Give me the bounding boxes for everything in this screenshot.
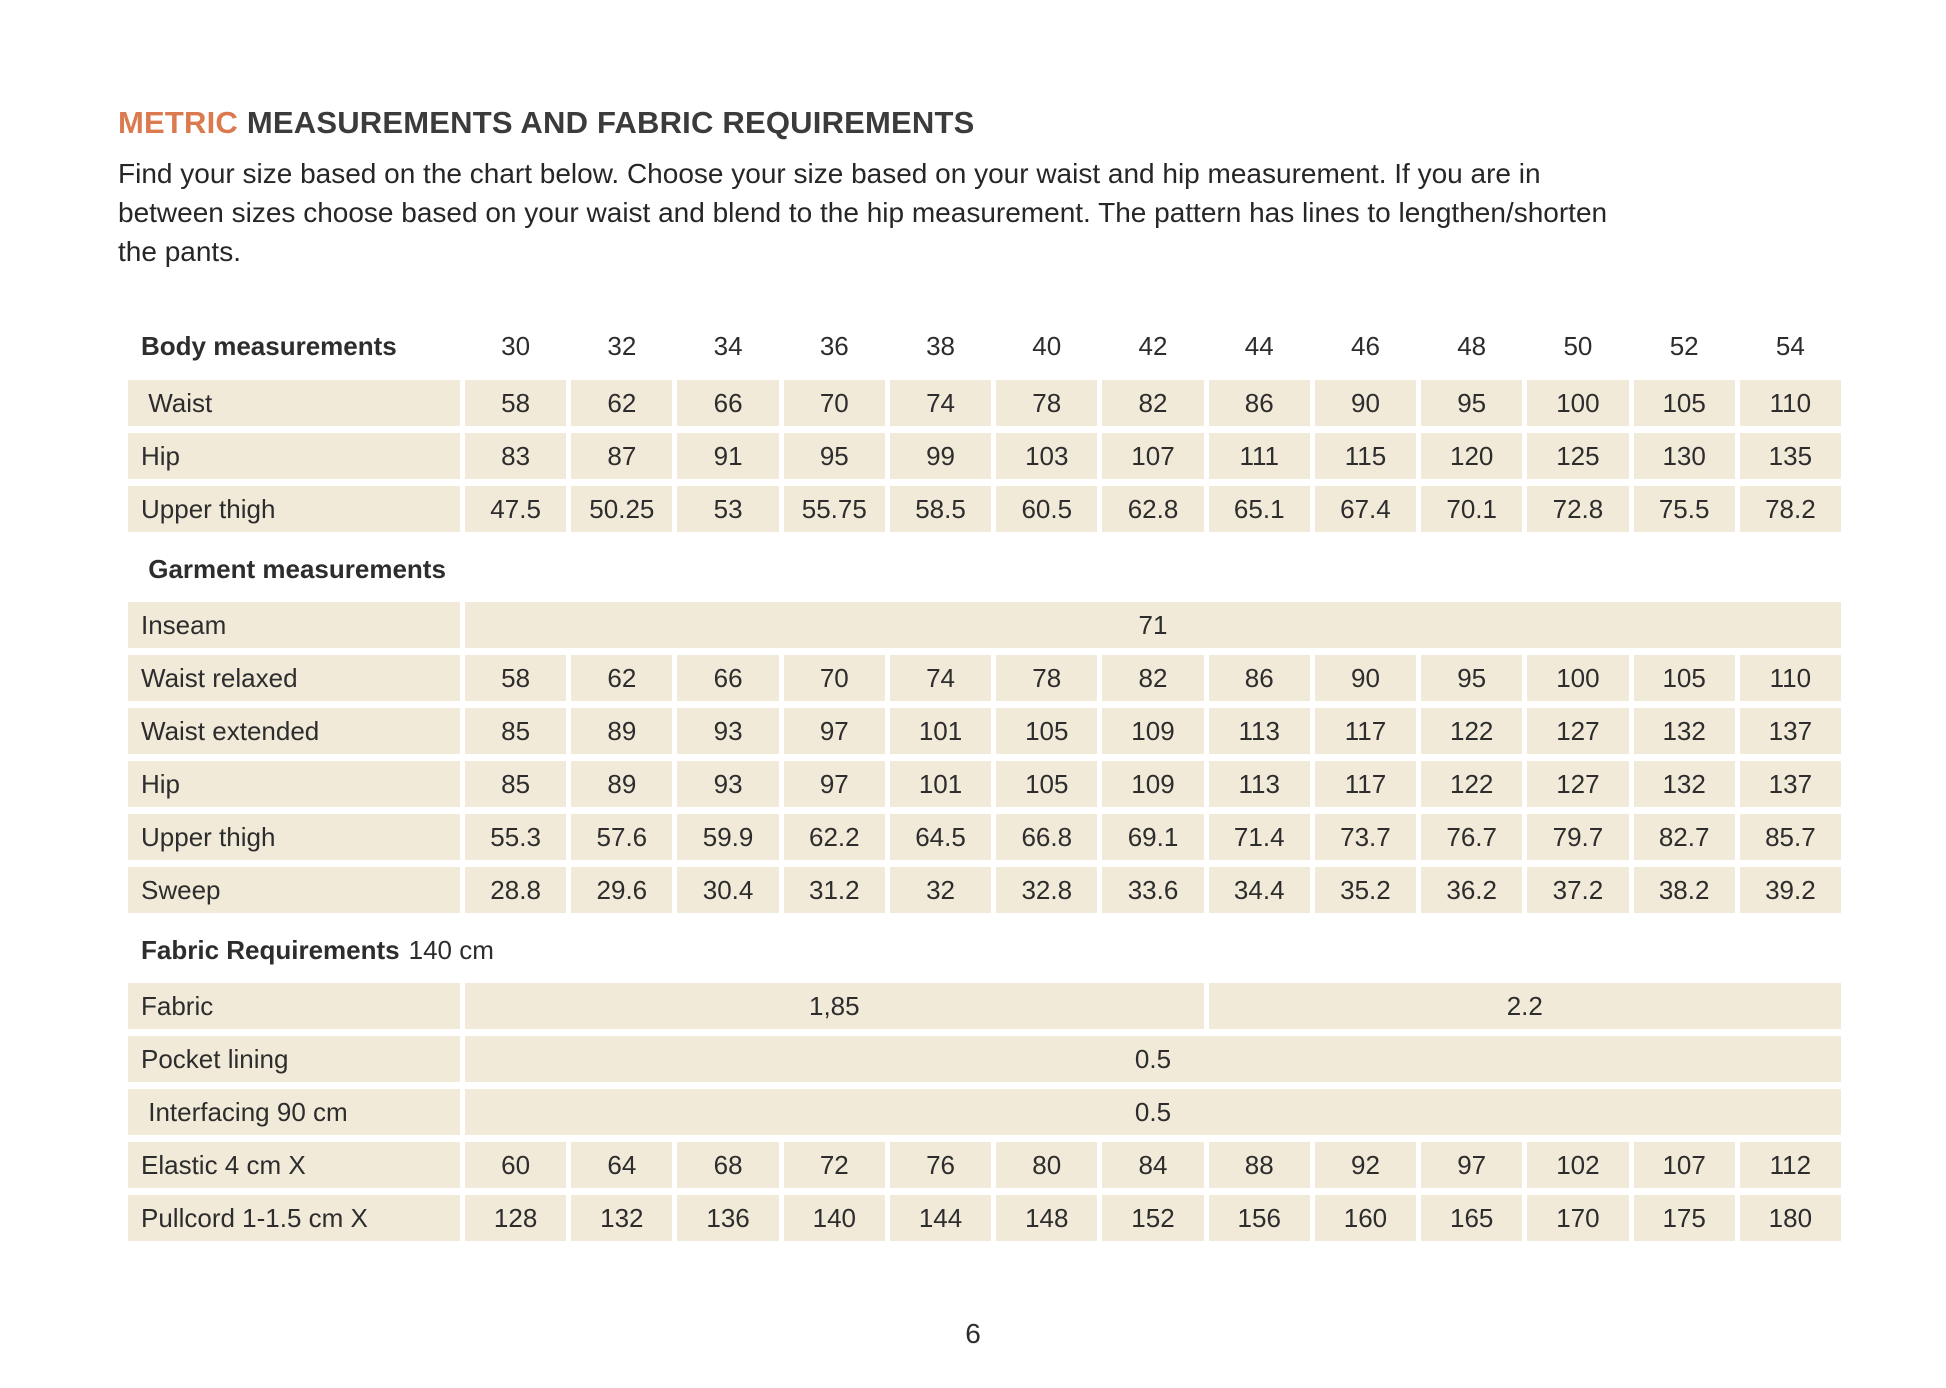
table-row: [128, 1036, 1841, 1082]
value-cell: 140: [784, 1195, 885, 1241]
value-cell: 78.2: [1740, 486, 1841, 532]
value-cell: 57.6: [571, 814, 672, 860]
table-row: [128, 486, 1841, 532]
row-label: Upper thigh: [128, 486, 460, 532]
value-cell: 66: [677, 380, 778, 426]
size-column-header: 50: [1563, 330, 1593, 361]
page-title: [118, 104, 1846, 142]
value-cell: 71.4: [1209, 814, 1310, 860]
row-label: Waist relaxed: [128, 655, 460, 701]
row-label: Elastic 4 cm X: [128, 1142, 460, 1188]
value-cell: 32.8: [996, 867, 1097, 913]
value-cell: 67.4: [1315, 486, 1416, 532]
value-cell: 70: [784, 380, 885, 426]
value-cell: 95: [1421, 655, 1522, 701]
value-cell: 33.6: [1102, 867, 1203, 913]
column-group-label: Body measurements: [141, 330, 397, 361]
value-cell: 74: [890, 655, 991, 701]
value-cell: 85: [465, 761, 566, 807]
merged-value-cell: 0.5: [465, 1036, 1841, 1082]
value-cell: 90: [1315, 655, 1416, 701]
value-cell: 79.7: [1527, 814, 1628, 860]
value-cell: 137: [1740, 761, 1841, 807]
value-cell: 64.5: [890, 814, 991, 860]
value-cell: 127: [1527, 761, 1628, 807]
value-cell: 122: [1421, 761, 1522, 807]
value-cell: 70.1: [1421, 486, 1522, 532]
value-cell: 91: [677, 433, 778, 479]
value-cell: 109: [1102, 761, 1203, 807]
value-cell: 127: [1527, 708, 1628, 754]
value-cell: 85.7: [1740, 814, 1841, 860]
value-cell: 101: [890, 761, 991, 807]
table-row: [128, 983, 1841, 1029]
value-cell: 74: [890, 380, 991, 426]
table-row: [128, 602, 1841, 648]
table-row: [128, 761, 1841, 807]
value-cell: 58: [465, 655, 566, 701]
value-cell: 65.1: [1209, 486, 1310, 532]
value-cell: 58.5: [890, 486, 991, 532]
value-cell: 60: [465, 1142, 566, 1188]
value-cell: 29.6: [571, 867, 672, 913]
value-cell: 175: [1634, 1195, 1735, 1241]
row-label: Sweep: [128, 867, 460, 913]
value-cell: 102: [1527, 1142, 1628, 1188]
value-cell: 34.4: [1209, 867, 1310, 913]
value-cell: 152: [1102, 1195, 1203, 1241]
value-cell: 156: [1209, 1195, 1310, 1241]
value-cell: 109: [1102, 708, 1203, 754]
value-cell: 101: [890, 708, 991, 754]
value-cell: 103: [996, 433, 1097, 479]
value-cell: 113: [1209, 708, 1310, 754]
value-cell: 76: [890, 1142, 991, 1188]
value-cell: 92: [1315, 1142, 1416, 1188]
value-cell: 39.2: [1740, 867, 1841, 913]
size-column-header: 34: [713, 330, 743, 361]
value-cell: 58: [465, 380, 566, 426]
value-cell: 69.1: [1102, 814, 1203, 860]
value-cell: 160: [1315, 1195, 1416, 1241]
merged-value-cell: 1,85: [465, 983, 1204, 1029]
intro-line: Find your size based on the chart below. Choose your size based on your waist and hip measurement. If you are in: [118, 158, 1541, 189]
merged-value-cell: 71: [465, 602, 1841, 648]
value-cell: 31.2: [784, 867, 885, 913]
value-cell: 36.2: [1421, 867, 1522, 913]
size-column-header: 32: [607, 330, 637, 361]
section-heading: [128, 553, 1841, 585]
value-cell: 53: [677, 486, 778, 532]
size-column-header: 54: [1775, 330, 1805, 361]
value-cell: 105: [996, 708, 1097, 754]
value-cell: 122: [1421, 708, 1522, 754]
value-cell: 105: [1634, 380, 1735, 426]
value-cell: 78: [996, 655, 1097, 701]
value-cell: 80: [996, 1142, 1097, 1188]
value-cell: 73.7: [1315, 814, 1416, 860]
value-cell: 105: [1634, 655, 1735, 701]
value-cell: 55.75: [784, 486, 885, 532]
table-row: [128, 433, 1841, 479]
table-row: [128, 1195, 1841, 1241]
value-cell: 170: [1527, 1195, 1628, 1241]
size-chart-table: [128, 329, 1841, 1241]
value-cell: 35.2: [1315, 867, 1416, 913]
size-column-header: 38: [926, 330, 955, 361]
value-cell: 75.5: [1634, 486, 1735, 532]
value-cell: 68: [677, 1142, 778, 1188]
value-cell: 38.2: [1634, 867, 1735, 913]
size-header-row: [128, 329, 1841, 363]
value-cell: 95: [1421, 380, 1522, 426]
merged-value-cell: 0.5: [465, 1089, 1841, 1135]
row-label: Waist extended: [128, 708, 460, 754]
value-cell: 132: [1634, 761, 1735, 807]
value-cell: 128: [465, 1195, 566, 1241]
table-row: [128, 1089, 1841, 1135]
value-cell: 100: [1527, 655, 1628, 701]
table-row: [128, 867, 1841, 913]
value-cell: 62.8: [1102, 486, 1203, 532]
value-cell: 117: [1315, 761, 1416, 807]
value-cell: 64: [571, 1142, 672, 1188]
value-cell: 95: [784, 433, 885, 479]
merged-value-cell: 2.2: [1209, 983, 1841, 1029]
value-cell: 137: [1740, 708, 1841, 754]
value-cell: 90: [1315, 380, 1416, 426]
value-cell: 30.4: [677, 867, 778, 913]
value-cell: 97: [784, 708, 885, 754]
section-heading: [128, 934, 1841, 966]
title-rest: MEASUREMENTS AND FABRIC REQUIREMENTS: [246, 105, 975, 140]
value-cell: 99: [890, 433, 991, 479]
size-column-header: 52: [1669, 330, 1699, 361]
section-heading-bold: Fabric Requirements: [141, 935, 400, 965]
row-label: Inseam: [128, 602, 460, 648]
value-cell: 32: [890, 867, 991, 913]
value-cell: 59.9: [677, 814, 778, 860]
value-cell: 70: [784, 655, 885, 701]
value-cell: 86: [1209, 655, 1310, 701]
value-cell: 111: [1209, 433, 1310, 479]
value-cell: 66: [677, 655, 778, 701]
table-row: [128, 708, 1841, 754]
intro-paragraph: [118, 154, 1846, 271]
value-cell: 144: [890, 1195, 991, 1241]
table-row: [128, 380, 1841, 426]
value-cell: 88: [1209, 1142, 1310, 1188]
value-cell: 100: [1527, 380, 1628, 426]
value-cell: 115: [1315, 433, 1416, 479]
value-cell: 76.7: [1421, 814, 1522, 860]
value-cell: 89: [571, 761, 672, 807]
value-cell: 62: [571, 655, 672, 701]
row-label: Pullcord 1-1.5 cm X: [128, 1195, 460, 1241]
value-cell: 135: [1740, 433, 1841, 479]
table-row: [128, 814, 1841, 860]
value-cell: 89: [571, 708, 672, 754]
row-label: Upper thigh: [128, 814, 460, 860]
row-label: Interfacing 90 cm: [128, 1089, 460, 1135]
value-cell: 107: [1102, 433, 1203, 479]
value-cell: 72.8: [1527, 486, 1628, 532]
value-cell: 165: [1421, 1195, 1522, 1241]
size-column-header: 42: [1138, 330, 1168, 361]
value-cell: 107: [1634, 1142, 1735, 1188]
value-cell: 113: [1209, 761, 1310, 807]
size-column-header: 44: [1244, 330, 1274, 361]
value-cell: 47.5: [465, 486, 566, 532]
value-cell: 37.2: [1527, 867, 1628, 913]
value-cell: 78: [996, 380, 1097, 426]
value-cell: 93: [677, 761, 778, 807]
size-column-header: 48: [1457, 330, 1487, 361]
intro-line: the pants.: [118, 236, 241, 267]
value-cell: 72: [784, 1142, 885, 1188]
value-cell: 55.3: [465, 814, 566, 860]
value-cell: 136: [677, 1195, 778, 1241]
value-cell: 82: [1102, 380, 1203, 426]
value-cell: 82.7: [1634, 814, 1735, 860]
value-cell: 62: [571, 380, 672, 426]
value-cell: 50.25: [571, 486, 672, 532]
page-number: 6: [965, 1318, 981, 1349]
value-cell: 62.2: [784, 814, 885, 860]
row-label: Waist: [128, 380, 460, 426]
value-cell: 82: [1102, 655, 1203, 701]
value-cell: 84: [1102, 1142, 1203, 1188]
size-column-header: 46: [1350, 330, 1380, 361]
value-cell: 86: [1209, 380, 1310, 426]
intro-line: between sizes choose based on your waist and blend to the hip measurement. The pattern has lines to lengthen/shorten: [118, 197, 1608, 228]
value-cell: 132: [571, 1195, 672, 1241]
section-heading-normal: 140 cm: [408, 935, 494, 965]
value-cell: 28.8: [465, 867, 566, 913]
value-cell: 83: [465, 433, 566, 479]
value-cell: 130: [1634, 433, 1735, 479]
value-cell: 93: [677, 708, 778, 754]
row-label: Hip: [128, 433, 460, 479]
value-cell: 125: [1527, 433, 1628, 479]
row-label: Pocket lining: [128, 1036, 460, 1082]
value-cell: 60.5: [996, 486, 1097, 532]
table-row: [128, 1142, 1841, 1188]
section-heading-bold: Garment measurements: [141, 554, 446, 584]
value-cell: 132: [1634, 708, 1735, 754]
value-cell: 148: [996, 1195, 1097, 1241]
row-label: Fabric: [128, 983, 460, 1029]
value-cell: 105: [996, 761, 1097, 807]
value-cell: 66.8: [996, 814, 1097, 860]
table-row: [128, 655, 1841, 701]
size-column-header: 30: [501, 330, 531, 361]
value-cell: 97: [1421, 1142, 1522, 1188]
value-cell: 85: [465, 708, 566, 754]
size-column-header: 36: [819, 330, 849, 361]
value-cell: 117: [1315, 708, 1416, 754]
value-cell: 120: [1421, 433, 1522, 479]
value-cell: 112: [1740, 1142, 1841, 1188]
size-column-header: 40: [1032, 330, 1062, 361]
value-cell: 180: [1740, 1195, 1841, 1241]
value-cell: 110: [1740, 655, 1841, 701]
row-label: Hip: [128, 761, 460, 807]
value-cell: 87: [571, 433, 672, 479]
value-cell: 97: [784, 761, 885, 807]
title-highlight: METRIC: [118, 105, 247, 140]
value-cell: 110: [1740, 380, 1841, 426]
